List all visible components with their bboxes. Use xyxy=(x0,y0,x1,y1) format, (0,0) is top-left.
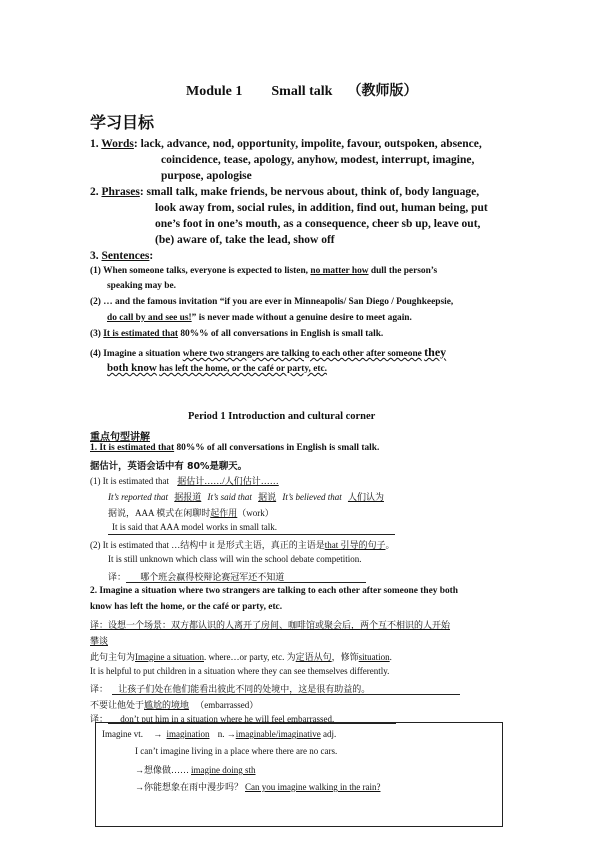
point-1-item-1: (1) It is estimated that 据估计……/人们估计…… xyxy=(90,476,279,486)
translation-underline-2 xyxy=(112,694,460,695)
module-title xyxy=(186,80,417,100)
sentence-2-cont: do call by and see us!” is never made without a genuine desire to meet again. xyxy=(107,313,412,323)
module-subtitle: Small talk xyxy=(271,84,333,99)
point-1-item-6: 译： 哪个班会赢得校辩论赛冠军还不知道 xyxy=(108,572,285,582)
edition-label: （教师版） xyxy=(347,84,418,99)
sentence-1: (1) When someone talks, everyone is expected to listen, no matter how dull the person’s xyxy=(90,266,438,276)
point-2-item-4: 不要让他处于尴尬的境地 （embarrassed） xyxy=(90,700,259,710)
phrases-line-1: 2. Phrases: small talk, make friends, be nervous about, think of, body language, xyxy=(90,186,480,198)
point-2-heading-1: 2. Imagine a situation where two strangers are talking to each other after someone they both xyxy=(90,586,459,596)
point-1-item-5: It is still unknown which class will win the school debate competition. xyxy=(108,554,362,564)
sentence-4: (4) Imagine a situation where two strangers are talking to each other after someone they xyxy=(90,345,447,359)
words-label: Words xyxy=(101,138,134,150)
phrases-line-4: (be) aware of, take the lead, show off xyxy=(155,234,335,246)
sentence-3: (3) It is estimated that 80%% of all conversations in English is small talk. xyxy=(90,329,384,339)
point-1-item-3: 据说，AAA 模式在闲聊时起作用（work） xyxy=(108,508,274,518)
point-1-translation: 据估计，英语会话中有 80%是聊天。 xyxy=(90,461,247,472)
module-number: Module 1 xyxy=(186,84,243,99)
sentences-heading: 3. Sentences: xyxy=(90,250,154,262)
box-line-3: →想像做…… imagine doing sth xyxy=(135,765,256,775)
period-title: Period 1 Introduction and cultural corner xyxy=(188,411,376,422)
point-2-heading-2: know has left the home, or the café or party, etc. xyxy=(90,602,283,612)
point-1-answer: It is said that AAA model works in small talk. xyxy=(112,522,277,532)
point-2-item-5: 译： don’t put him in a situation where he will feel embarrassed. xyxy=(90,714,335,724)
point-2-item-2: It is helpful to put children in a situation where they can see themselves differently. xyxy=(90,666,390,676)
sentence-1-cont: speaking may be. xyxy=(107,281,177,291)
answer-underline xyxy=(108,534,395,535)
sentence-2: (2) … and the famous invitation “if you are ever in Minneapolis/ San Diego / Poughkeepsie, xyxy=(90,297,454,307)
phrases-line-3: one’s foot in one’s mouth, as a consequence, cheer sb up, leave out, xyxy=(155,218,481,230)
point-1-heading: 1. It is estimated that 80%% of all conversations in English is small talk. xyxy=(90,443,380,453)
box-line-1: Imagine vt. → imagination n. →imaginable/imaginative adj. xyxy=(102,729,337,739)
point-1-item-2: It’s reported that 据报道 It’s said that 据说 It’s believed that 人们认为 xyxy=(108,492,384,502)
section-heading: 重点句型讲解 xyxy=(90,432,150,443)
words-line-1: 1. Words: lack, advance, nod, opportunity, impolite, favour, outspoken, absence, xyxy=(90,138,482,150)
point-2-item-3: 译： 让孩子们处在他们能看出彼此不同的处境中，这是很有助益的。 xyxy=(90,684,371,694)
phrases-label: Phrases xyxy=(101,186,140,198)
box-line-4: →你能想象在雨中漫步吗？ Can you imagine walking in the rain? xyxy=(135,782,381,792)
point-2-translation-2: 攀谈 xyxy=(90,636,109,646)
box-line-2: I can’t imagine living in a place where there are no cars. xyxy=(135,746,338,756)
sentences-label: Sentences xyxy=(101,250,150,262)
translation-underline xyxy=(126,582,366,583)
words-line-2: coincidence, tease, apology, anyhow, modest, interrupt, imagine, xyxy=(161,154,475,166)
point-2-translation-1: 译：设想一个场景：双方都认识的人离开了房间、咖啡馆或聚会后，两个互不相识的人开始 xyxy=(90,620,451,630)
sentence-4-cont: both know has left the home, or the café or party, etc. xyxy=(107,362,328,374)
phrases-line-2: look away from, social rules, in addition, find out, human being, put xyxy=(155,202,488,214)
point-2-item-1: 此句主句为Imagine a situation. where…or party, etc. 为定语从句，修饰situation. xyxy=(90,652,392,662)
objectives-heading: 学习目标 xyxy=(90,113,155,132)
imagine-note-box xyxy=(95,722,503,827)
words-line-3: purpose, apologise xyxy=(161,170,252,182)
point-1-item-4: (2) It is estimated that …结构中 it 是形式主语，真正的主语是that 引导的句子。 xyxy=(90,540,395,550)
